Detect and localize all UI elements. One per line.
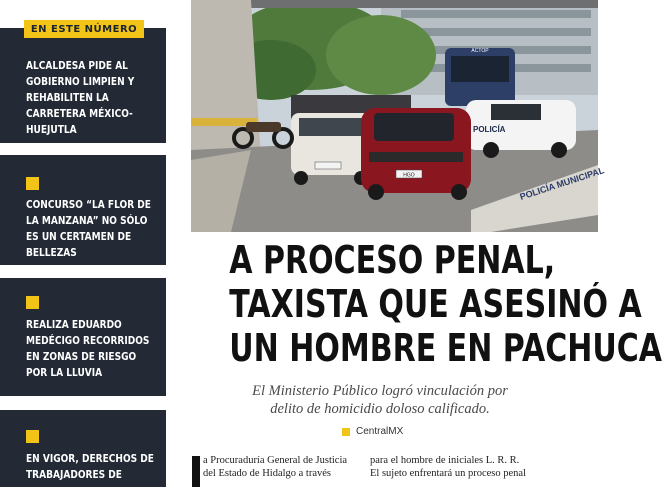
headline-line: A PROCESO PENAL,: [229, 238, 556, 282]
body-line: del Estado de Hidalgo a través: [203, 468, 331, 479]
sidebar-card-3[interactable]: [0, 278, 166, 396]
sidebar: [0, 0, 170, 487]
drop-cap: [192, 456, 200, 487]
subhead-line: El Ministerio Público logró vinculación por: [252, 383, 508, 399]
sidebar-card-title: REALIZA EDUARDO MEDÉCIGO RECORRIDOS EN ZONAS DE RIESGO POR LA LLUVIA: [26, 319, 150, 379]
body-line: El sujeto enfrentará un proceso penal: [370, 468, 526, 479]
yellow-square-icon: [26, 296, 39, 309]
sidebar-card-title: EN VIGOR, DERECHOS DE TRABAJADORES DE: [26, 453, 154, 481]
yellow-square-icon: [26, 430, 39, 443]
subhead-line: delito de homicidio doloso calificado.: [270, 401, 490, 417]
source-square-icon: [342, 428, 350, 436]
body-line: para el hombre de iniciales L. R. R.: [370, 455, 520, 466]
headline-line: TAXISTA QUE ASESINÓ A: [229, 282, 642, 326]
article-photo: [191, 0, 606, 232]
patrol-label: POLICÍA: [473, 125, 506, 134]
source-label: CentralMX: [356, 426, 404, 437]
truck-label: POLICÍA MUNICIPAL: [518, 165, 606, 202]
yellow-square-icon: [26, 177, 39, 190]
body-column-1: [203, 454, 361, 480]
sidebar-card-2[interactable]: [0, 155, 166, 265]
plate-text: HGO: [403, 172, 415, 179]
section-tag: EN ESTE NÚMERO: [24, 20, 144, 38]
body-line: a Procuraduría General de Justicia: [203, 455, 348, 466]
article-subhead: [200, 382, 560, 418]
headline-line: UN HOMBRE EN PACHUCA: [229, 326, 662, 370]
bus-sign: ACTOP: [471, 48, 489, 54]
sidebar-card-title: ALCALDESA PIDE AL GOBIERNO LIMPIEN Y REHABILITEN LA CARRETERA MÉXICO-HUEJUTLA: [26, 60, 135, 136]
article-headline: [186, 238, 662, 370]
article-source[interactable]: [342, 426, 403, 437]
sidebar-card-title: CONCURSO “LA FLOR DE LA MANZANA” NO SÓLO ES UN CERTAMEN DE BELLEZAS: [26, 199, 151, 259]
sidebar-card-4[interactable]: [0, 410, 166, 487]
body-column-2: [370, 454, 550, 480]
sidebar-card-1[interactable]: [0, 28, 166, 143]
